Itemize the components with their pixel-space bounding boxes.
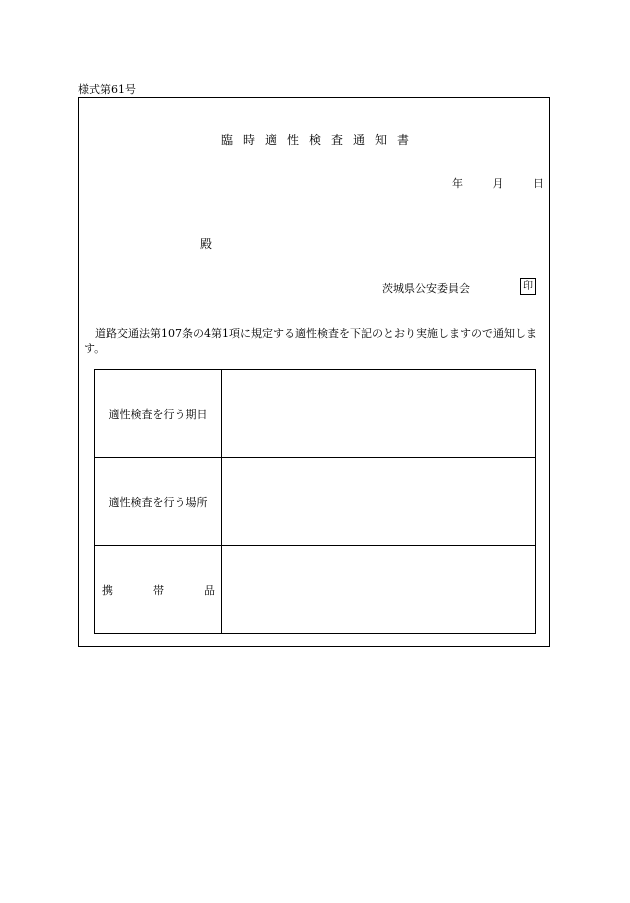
label-items-to-bring	[95, 546, 222, 634]
row-label: 適性検査を行う期日	[108, 407, 208, 421]
table-row	[95, 370, 536, 458]
label-part: 帯	[153, 583, 164, 597]
seal-mark: 印	[520, 278, 536, 295]
label-part: 品	[204, 583, 215, 597]
date-year-label: 年	[452, 177, 463, 190]
date-line	[452, 175, 544, 191]
label-inspection-place	[95, 458, 222, 546]
label-inspection-date	[95, 370, 222, 458]
date-day-label: 日	[533, 177, 544, 190]
notice-body-text: 道路交通法第107条の4第1項に規定する適性検査を下記のとおり実施しますので通知します。	[84, 327, 537, 355]
form-number: 様式第61号	[78, 83, 136, 96]
addressee-suffix: 殿	[200, 237, 213, 251]
table-row	[95, 458, 536, 546]
table-row	[95, 546, 536, 634]
details-table	[94, 369, 536, 634]
value-inspection-place	[222, 458, 536, 546]
value-items-to-bring	[222, 546, 536, 634]
value-inspection-date	[222, 370, 536, 458]
document-title: 臨時適性検査通知書	[220, 133, 419, 147]
date-month-label: 月	[492, 177, 504, 190]
issuer-name: 茨城県公安委員会	[382, 282, 470, 295]
row-label: 適性検査を行う場所	[108, 495, 208, 509]
spread-label	[95, 582, 221, 598]
label-part: 携	[102, 583, 113, 597]
